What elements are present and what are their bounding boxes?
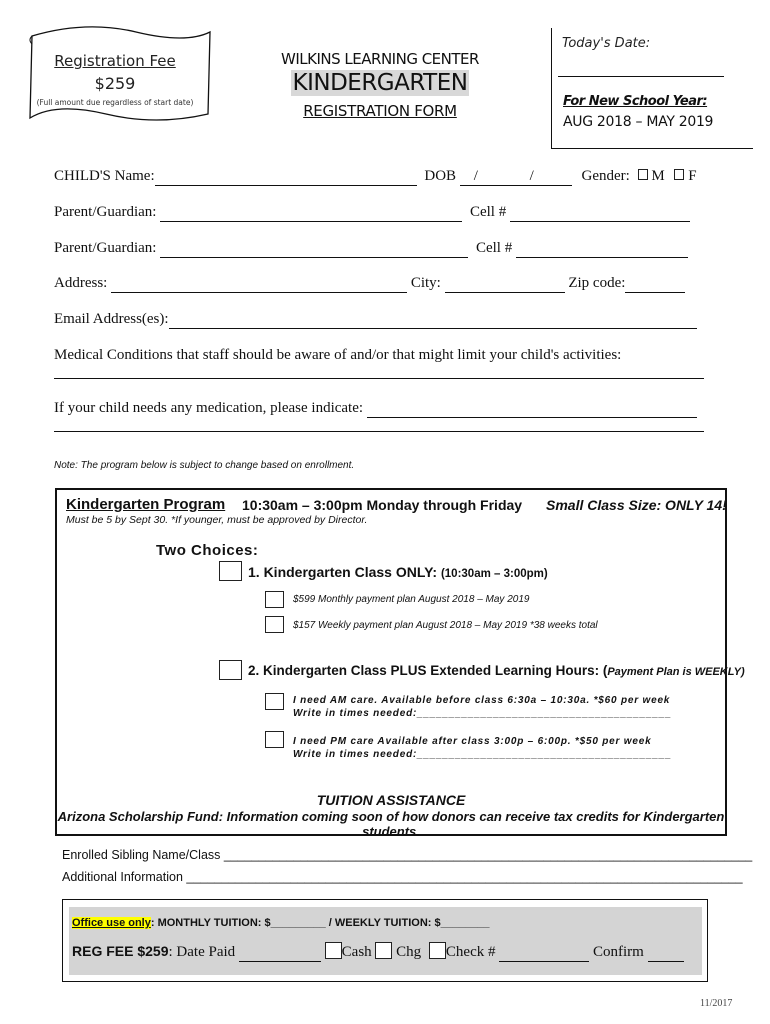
city-label: City: xyxy=(410,275,441,291)
school-year-value: AUG 2018 – MAY 2019 xyxy=(563,114,714,130)
option2-label: 2. Kindergarten Class PLUS Extended Learning Hours: ( xyxy=(248,663,608,678)
medication-field[interactable] xyxy=(367,400,697,418)
choices-heading: Two Choices: xyxy=(156,542,259,559)
dob-label: DOB xyxy=(424,168,457,184)
parent1-label: Parent/Guardian: xyxy=(54,204,157,220)
todays-date-field[interactable] xyxy=(558,76,724,77)
zip-field[interactable] xyxy=(625,275,685,293)
check-checkbox[interactable] xyxy=(429,942,446,959)
address-row xyxy=(54,275,685,293)
revision-date: 11/2017 xyxy=(700,998,733,1009)
option1-checkbox[interactable] xyxy=(219,561,242,581)
age-note: Must be 5 by Sept 30. *If younger, must be approved by Director. xyxy=(66,514,368,526)
am-care-checkbox[interactable] xyxy=(265,693,284,710)
cell1-label: Cell # xyxy=(469,204,507,220)
confirm-label: Confirm xyxy=(593,944,644,960)
address-label: Address: xyxy=(54,275,108,291)
email-field[interactable] xyxy=(169,311,697,329)
cell1-field[interactable] xyxy=(510,204,690,222)
center-name: WILKINS LEARNING CENTER xyxy=(281,50,479,68)
registration-fee-title: Registration Fee xyxy=(54,52,176,70)
program-time: 10:30am – 3:00pm Monday through Friday xyxy=(242,497,523,513)
class-size: Small Class Size: ONLY 14! xyxy=(546,497,727,513)
chg-label: Chg xyxy=(396,944,422,960)
office-tuition-fields[interactable]: : MONTHLY TUITION: $_________ / WEEKLY TUITION: $________ xyxy=(150,917,490,929)
gender-m-label: M xyxy=(651,168,665,184)
child-name-field[interactable] xyxy=(155,168,417,186)
child-info-row xyxy=(54,168,697,186)
date-paid-label: : Date Paid xyxy=(168,944,236,960)
dob-field[interactable] xyxy=(460,168,572,186)
date-paid-field[interactable] xyxy=(239,944,321,962)
office-tuition-row xyxy=(72,917,490,929)
option2-plan: Payment Plan is WEEKLY) xyxy=(607,666,745,678)
email-label: Email Address(es): xyxy=(54,311,169,327)
am-care-label: I need AM care. Available before class 6:30a – 10:30a. *$60 per week xyxy=(293,695,671,706)
pm-care-checkbox[interactable] xyxy=(265,731,284,748)
monthly-plan-checkbox[interactable] xyxy=(265,591,284,608)
medication-row xyxy=(54,400,697,418)
pm-care-text xyxy=(293,735,672,761)
confirm-field[interactable] xyxy=(648,944,684,962)
reg-fee-row xyxy=(72,942,684,962)
medical-label: Medical Conditions that staff should be aware of and/or that might limit your child's activities: xyxy=(54,347,622,363)
option1-label: 1. Kindergarten Class ONLY: xyxy=(248,564,438,580)
cash-checkbox[interactable] xyxy=(325,942,342,959)
program-note: Note: The program below is subject to change based on enrollment. xyxy=(54,460,355,471)
address-field[interactable] xyxy=(111,275,407,293)
email-row xyxy=(54,311,697,329)
gender-label: Gender: xyxy=(581,168,630,184)
option2-row xyxy=(248,663,745,678)
program-heading-text: KINDERGARTEN xyxy=(292,70,468,96)
parent2-label: Parent/Guardian: xyxy=(54,240,157,256)
zip-label: Zip code: xyxy=(568,275,626,291)
parent2-row xyxy=(54,240,688,258)
school-year-label: For New School Year: xyxy=(563,94,708,109)
program-title: Kindergarten Program xyxy=(66,496,226,513)
additional-info-field[interactable]: Additional Information ________________________________________________________________________________ xyxy=(62,870,743,884)
option1-time: (10:30am – 3:00pm) xyxy=(440,568,548,580)
option1-row xyxy=(248,564,548,580)
medication-label: If your child needs any medication, please indicate: xyxy=(54,400,364,416)
am-care-text xyxy=(293,694,672,720)
scholarship-info: Arizona Scholarship Fund: Information coming soon of how donors can receive tax credits for Kindergarten students. xyxy=(57,809,725,839)
parent1-row xyxy=(54,204,690,222)
cash-label: Cash xyxy=(341,944,372,960)
medical-field[interactable] xyxy=(54,365,704,379)
cell2-field[interactable] xyxy=(516,240,688,258)
pm-times-field[interactable]: Write in times needed:________________________________________ xyxy=(293,749,672,760)
city-field[interactable] xyxy=(445,275,565,293)
check-label: Check # xyxy=(445,944,496,960)
gender-f-label: F xyxy=(688,168,697,184)
program-heading xyxy=(220,70,540,96)
dob-slashes: / / xyxy=(473,168,558,184)
weekly-plan-checkbox[interactable] xyxy=(265,616,284,633)
registration-fee-amount: $259 xyxy=(94,74,136,93)
pm-care-label: I need PM care Available after class 3:00p – 6:00p. *$50 per week xyxy=(293,736,652,747)
todays-date-label: Today's Date: xyxy=(562,36,651,51)
tuition-assistance-title: TUITION ASSISTANCE xyxy=(316,792,466,808)
parent2-field[interactable] xyxy=(160,240,468,258)
reg-fee-label: REG FEE $259 xyxy=(72,943,169,959)
am-times-field[interactable]: Write in times needed:________________________________________ xyxy=(293,708,672,719)
registration-fee-note: (Full amount due regardless of start date) xyxy=(36,98,194,107)
monthly-plan-label: $599 Monthly payment plan August 2018 – May 2019 xyxy=(293,594,530,605)
chg-checkbox[interactable] xyxy=(375,942,392,959)
weekly-plan-label: $157 Weekly payment plan August 2018 – May 2019 *38 weeks total xyxy=(293,620,598,631)
form-title: REGISTRATION FORM xyxy=(303,102,457,120)
option2-checkbox[interactable] xyxy=(219,660,242,680)
check-number-field[interactable] xyxy=(499,944,589,962)
cell2-label: Cell # xyxy=(475,240,513,256)
office-use-label: Office use only xyxy=(72,917,151,929)
child-name-label: CHILD'S Name: xyxy=(54,168,155,184)
parent1-field[interactable] xyxy=(160,204,462,222)
medication-field-2[interactable] xyxy=(54,418,704,432)
gender-m-checkbox[interactable] xyxy=(638,169,648,180)
program-box xyxy=(55,488,727,836)
sibling-field[interactable]: Enrolled Sibling Name/Class ____________________________________________________________________________ xyxy=(62,848,753,862)
gender-f-checkbox[interactable] xyxy=(674,169,684,180)
